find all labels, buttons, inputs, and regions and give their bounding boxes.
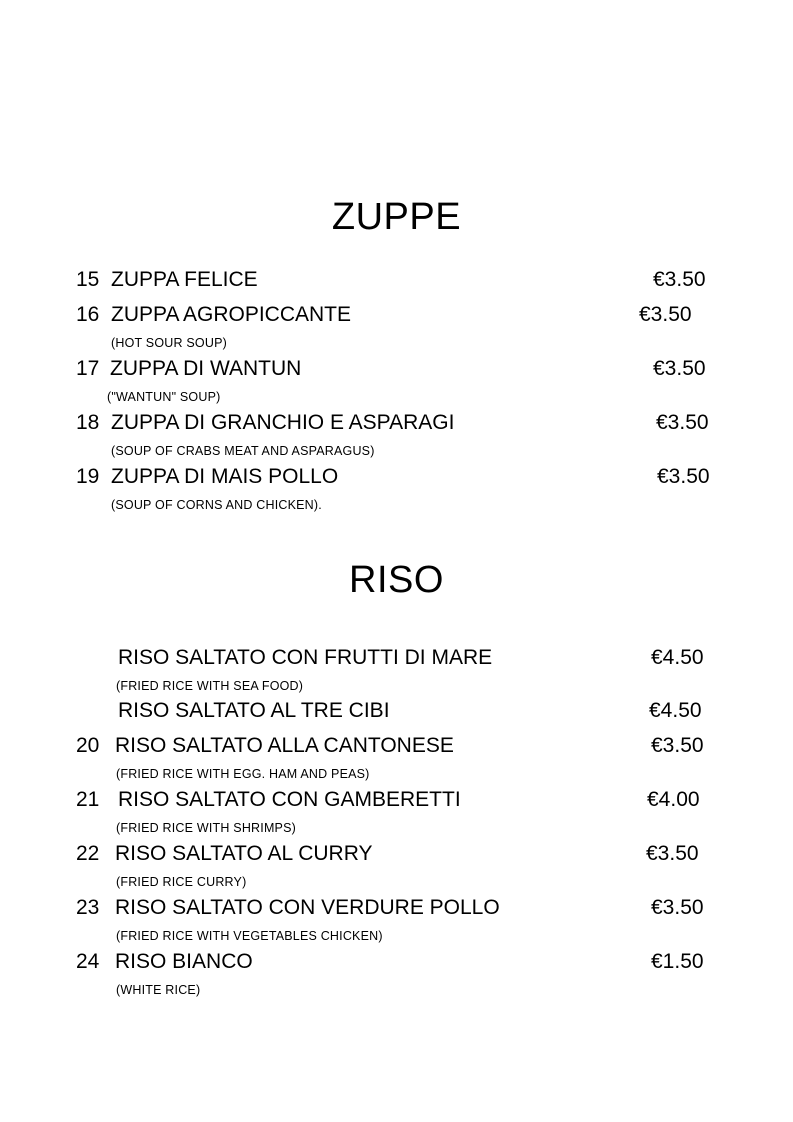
item-description: (FRIED RICE WITH EGG. HAM AND PEAS) [116, 767, 370, 781]
item-description: (SOUP OF CRABS MEAT AND ASPARAGUS) [111, 444, 375, 458]
item-name: ZUPPA DI WANTUN [110, 357, 302, 380]
item-price: €3.50 [657, 465, 710, 488]
item-name: RISO BIANCO [115, 950, 253, 973]
item-name: RISO SALTATO CON VERDURE POLLO [115, 896, 500, 919]
item-description: (WHITE RICE) [116, 983, 201, 997]
item-number: 19 [76, 465, 100, 488]
item-description: (FRIED RICE CURRY) [116, 875, 247, 889]
item-number: 23 [76, 896, 100, 919]
item-price: €4.50 [649, 699, 702, 722]
item-description: (FRIED RICE WITH VEGETABLES CHICKEN) [116, 929, 383, 943]
section-title-zuppe: ZUPPE [331, 196, 462, 238]
item-name: ZUPPA DI GRANCHIO E ASPARAGI [111, 411, 455, 434]
item-number: 20 [76, 734, 100, 757]
item-number: 15 [76, 268, 100, 291]
item-description: (SOUP OF CORNS AND CHICKEN). [111, 498, 322, 512]
item-name: RISO SALTATO ALLA CANTONESE [115, 734, 454, 757]
item-description: ("WANTUN" SOUP) [107, 390, 221, 404]
item-number: 22 [76, 842, 100, 865]
item-name: ZUPPA AGROPICCANTE [111, 303, 351, 326]
item-number: 16 [76, 303, 100, 326]
item-price: €3.50 [653, 268, 706, 291]
item-name: RISO SALTATO CON GAMBERETTI [118, 788, 461, 811]
item-name: RISO SALTATO CON FRUTTI DI MARE [118, 646, 493, 669]
item-number: 21 [76, 788, 100, 811]
item-name: ZUPPA DI MAIS POLLO [111, 465, 339, 488]
item-name: ZUPPA FELICE [111, 268, 258, 291]
item-price: €4.00 [647, 788, 700, 811]
item-price: €3.50 [656, 411, 709, 434]
item-price: €1.50 [651, 950, 704, 973]
item-price: €3.50 [639, 303, 692, 326]
item-price: €4.50 [651, 646, 704, 669]
item-name: RISO SALTATO AL TRE CIBI [118, 699, 390, 722]
item-description: (FRIED RICE WITH SHRIMPS) [116, 821, 296, 835]
item-price: €3.50 [653, 357, 706, 380]
item-description: (FRIED RICE WITH SEA FOOD) [116, 679, 304, 693]
item-number: 24 [76, 950, 100, 973]
section-title-riso: RISO [349, 559, 444, 601]
item-description: (HOT SOUR SOUP) [111, 336, 227, 350]
item-price: €3.50 [651, 896, 704, 919]
item-name: RISO SALTATO AL CURRY [115, 842, 373, 865]
item-price: €3.50 [651, 734, 704, 757]
item-number: 18 [76, 411, 100, 434]
item-number: 17 [76, 357, 100, 380]
item-price: €3.50 [646, 842, 699, 865]
